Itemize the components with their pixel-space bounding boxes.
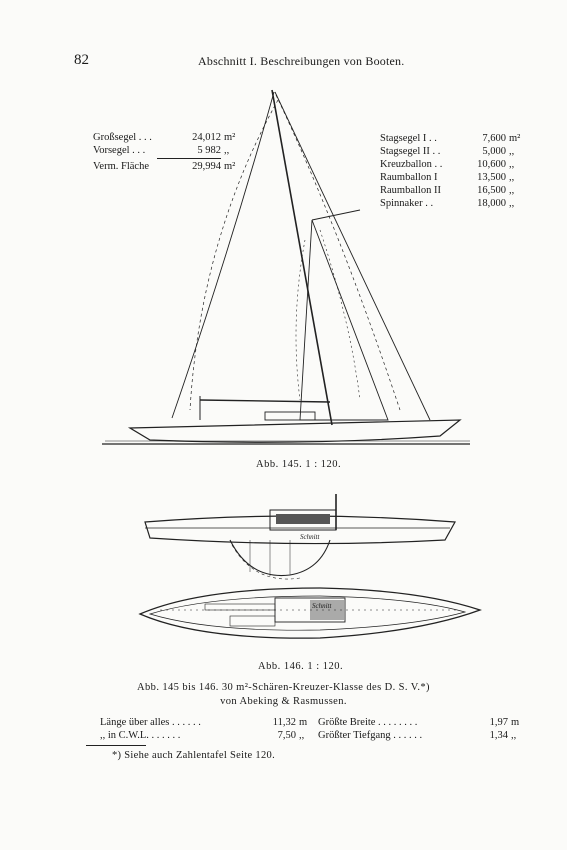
hull-plan-label: Schnitt <box>312 602 332 610</box>
sail-value: 16,500 <box>477 185 506 196</box>
sail-area-row <box>380 171 523 184</box>
sail-unit: ,, <box>509 198 515 209</box>
sail-label: Stagsegel I . . <box>380 133 437 144</box>
sail-area-row <box>380 184 523 197</box>
sail-label: Raumballon I <box>380 172 438 183</box>
sail-label: Kreuzballon . . <box>380 159 443 170</box>
sail-label: Großsegel . . . <box>93 132 152 143</box>
dimension-value: 1,97 <box>489 717 508 728</box>
figure-title-line1: Abb. 145 bis 146. 30 m²-Schären-Kreuzer-Klasse des D. S. V.*) <box>137 682 430 693</box>
sail-total-label: Verm. Fläche <box>93 161 149 172</box>
sail-area-row <box>380 145 523 158</box>
sail-value: 18,000 <box>477 198 506 209</box>
sum-rule <box>157 158 221 159</box>
figure-145-caption: Abb. 145. 1 : 120. <box>256 459 342 470</box>
dimension-unit: ,, <box>511 730 517 741</box>
sail-area-total-row <box>93 161 238 174</box>
sail-area-row <box>93 132 238 145</box>
dimension-value: 7,50 <box>277 730 296 741</box>
sail-value: 13,500 <box>477 172 506 183</box>
sail-label: Stagsegel II . . <box>380 146 441 157</box>
dimension-label: ,, in C.W.L. . . . . . . <box>100 730 181 741</box>
dimension-label: Länge über alles . . . . . . <box>100 717 201 728</box>
dimension-row <box>318 729 525 742</box>
boom <box>200 400 330 402</box>
sail-unit: ,, <box>509 172 515 183</box>
hull-side-label: Schnitt <box>300 533 320 541</box>
sail-area-row <box>380 158 523 171</box>
dimensions-right <box>318 716 525 742</box>
sail-area-row <box>93 145 238 158</box>
dimension-row <box>100 716 313 729</box>
footnote-rule <box>86 745 146 746</box>
sail-unit: ,, <box>224 144 230 156</box>
sail-unit: m² <box>509 133 521 144</box>
footnote: *) Siehe auch Zahlentafel Seite 120. <box>112 750 275 761</box>
sail-area-row <box>380 197 523 210</box>
sail-value: 7,600 <box>482 133 506 144</box>
sail-value: 5,000 <box>482 146 506 157</box>
running-title: Abschnitt I. Beschreibungen von Booten. <box>198 54 405 68</box>
sail-label: Raumballon II <box>380 185 441 196</box>
sail-label: Spinnaker . . <box>380 198 434 209</box>
mast <box>272 90 332 425</box>
figure-146-caption: Abb. 146. 1 : 120. <box>258 661 344 672</box>
dimension-label: Größte Breite . . . . . . . . <box>318 717 418 728</box>
hull-side <box>130 420 460 442</box>
dimension-row <box>318 716 525 729</box>
page-number: 82 <box>74 52 89 68</box>
sail-area-list-right <box>380 132 523 210</box>
dimension-label: Größter Tiefgang . . . . . . <box>318 730 423 741</box>
sail-unit: ,, <box>509 159 515 170</box>
sail-value: 24,012 <box>192 132 221 143</box>
sail-area-list-left <box>93 132 238 174</box>
dimensions-left <box>100 716 313 742</box>
hull-plan-figure <box>140 588 480 638</box>
dimension-value: 1,34 <box>489 730 508 741</box>
sail-value: 10,600 <box>477 159 506 170</box>
sail-unit: m² <box>224 132 236 143</box>
dimension-unit: ,, <box>299 730 305 741</box>
sail-total-unit: m² <box>224 161 236 172</box>
dimension-value: 11,32 <box>272 717 296 728</box>
sail-value: 5 982 <box>197 144 221 156</box>
dimension-unit: m <box>511 717 520 728</box>
dimension-unit: m <box>299 717 308 728</box>
sail-label: Vorsegel . . . <box>93 144 146 156</box>
sail-area-row <box>380 132 523 145</box>
sail-unit: ,, <box>509 146 515 157</box>
dimension-row <box>100 729 313 742</box>
figure-title-line2: von Abeking & Rasmussen. <box>220 696 347 707</box>
sail-unit: ,, <box>509 185 515 196</box>
sail-total-value: 29,994 <box>192 161 221 172</box>
